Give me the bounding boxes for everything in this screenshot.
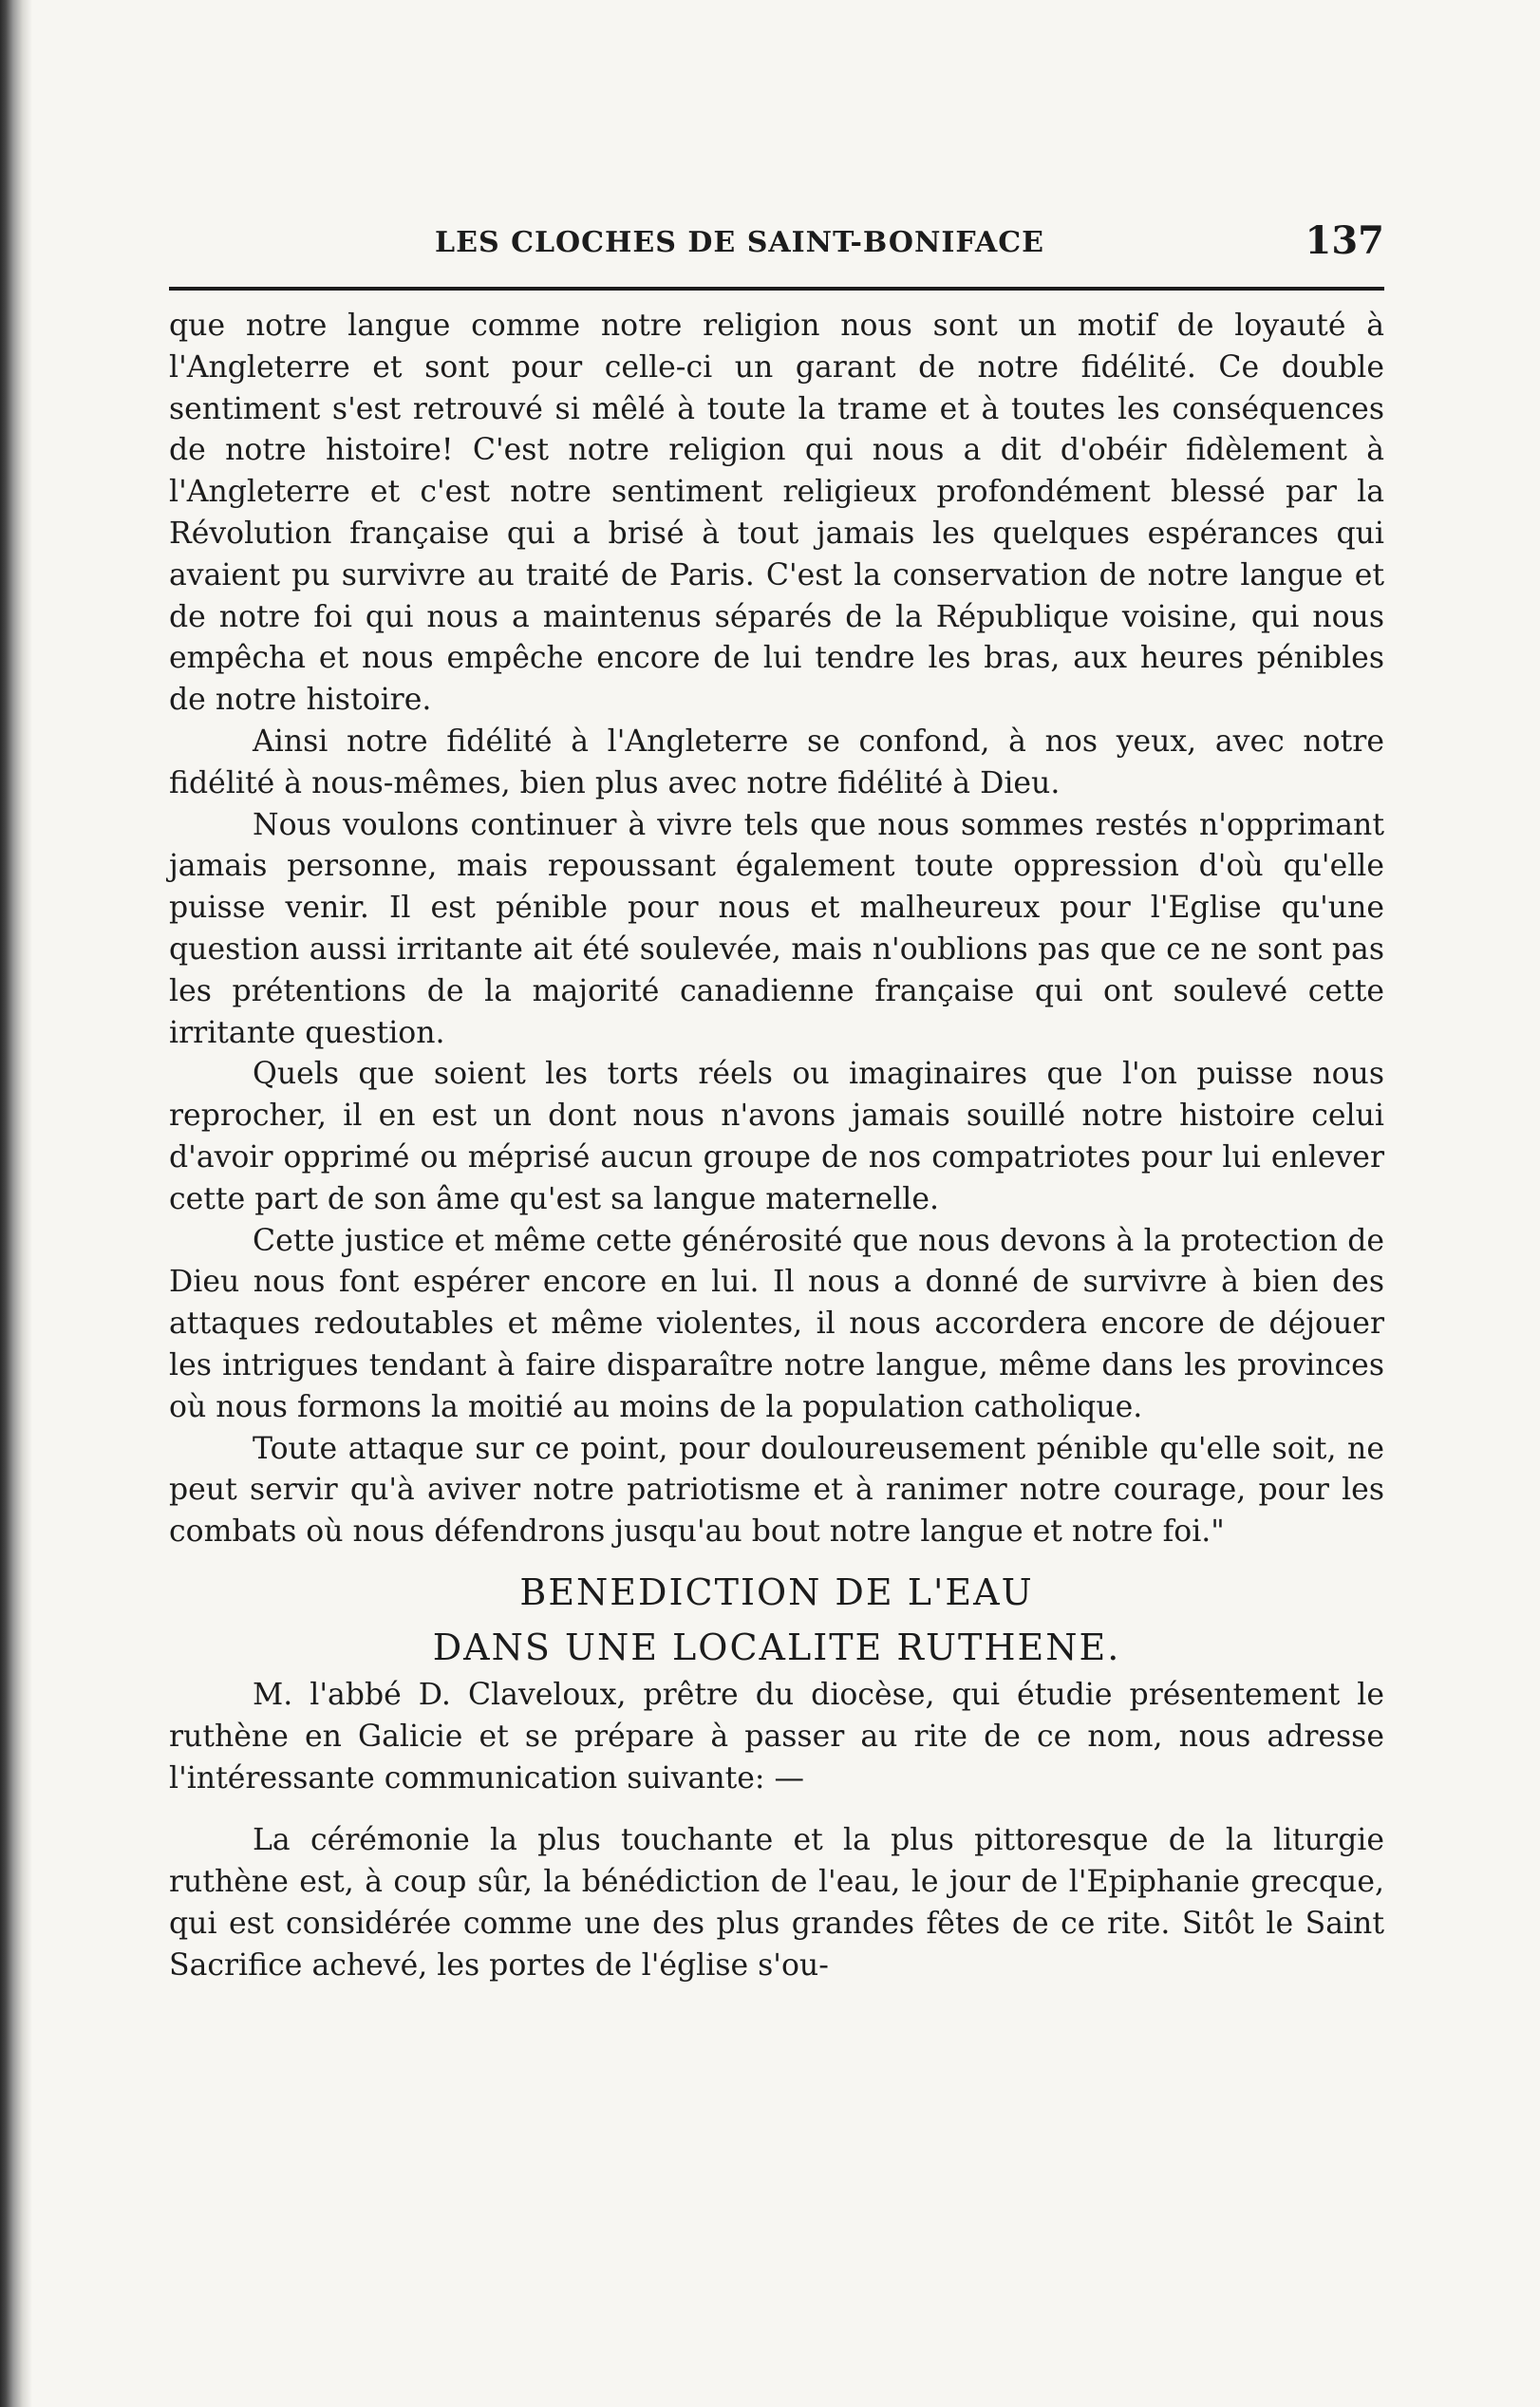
paragraph-gap <box>169 1799 1384 1820</box>
paragraph: Quels que soient les torts réels ou imaginaires que l'on puisse nous reprocher, il en est un dont nous n'avons jamais souillé notre histoire celui d'avoir opprimé ou méprisé aucun groupe de nos compatriotes pour lui enlever cette part de son âme qu'est sa langue maternelle. <box>169 1057 1384 1216</box>
paragraph-continued: que notre langue comme notre religion nous sont un motif de loyauté à l'Angleterre et sont pour celle-ci un garant de notre fidélité. Ce double sentiment s'est retrouvé si mêlé à toute la trame et à toutes les conséquences de notre histoire! C'est notre religion qui nous a dit d'obéir fidèlement à l'Angleterre et c'est notre sentiment religieux profondément blessé par la Révolution française qui a brisé à tout jamais les quelques espérances qui avaient pu survivre au traité de Paris. C'est la conservation de notre langue et de notre foi qui nous a maintenus séparés de la République voisine, qui nous empêcha et nous empêche encore de lui tendre les bras, aux heures pénibles de notre histoire. <box>169 309 1384 718</box>
section-intro: M. l'abbé D. Claveloux, prêtre du diocèse, qui étudie présentement le ruthène en Galicie et se prépare à passer au rite de ce nom, nous adresse l'intéressante communication suivante: — <box>169 1677 1384 1796</box>
running-head <box>169 218 1384 275</box>
paragraph: Ainsi notre fidélité à l'Angleterre se confond, à nos yeux, avec notre fidélité à nous-mêmes, bien plus avec notre fidélité à Dieu. <box>169 724 1384 800</box>
header-rule <box>169 287 1384 291</box>
body-text <box>169 306 1384 1986</box>
running-title: LES CLOCHES DE SAINT-BONIFACE <box>435 226 1044 259</box>
paragraph: Nous voulons continuer à vivre tels que nous sommes restés n'opprimant jamais personne, mais repoussant également toute oppression d'où qu'elle puisse venir. Il est pénible pour nous et malheureux pour l'Eglise qu'une question aussi irritante ait été soulevée, mais n'oublions pas que ce ne sont pas les prétentions de la majorité canadienne française qui ont soulevé cette irritante question. <box>169 807 1384 1050</box>
book-page <box>169 218 1384 1986</box>
section-title-line-1: BENEDICTION DE L'EAU <box>519 1570 1034 1613</box>
paragraph: Toute attaque sur ce point, pour douloureusement pénible qu'elle soit, ne peut servir qu'à aviver notre patriotisme et à ranimer notre courage, pour les combats où nous défendrons jusqu'au bout notre langue et notre foi." <box>169 1431 1384 1550</box>
binding-edge <box>0 0 32 2407</box>
section-title-line-2: DANS UNE LOCALITE RUTHENE. <box>432 1626 1121 1668</box>
page-number: 137 <box>1305 218 1384 263</box>
section-first-paragraph: La cérémonie la plus touchante et la plus pittoresque de la liturgie ruthène est, à coup sûr, la bénédiction de l'eau, le jour de l'Epiphanie grecque, qui est considérée comme une des plus grandes fêtes de ce rite. Sitôt le Saint Sacrifice achevé, les portes de l'église s'ou- <box>169 1823 1384 1983</box>
paragraph: Cette justice et même cette générosité que nous devons à la protection de Dieu nous font espérer encore en lui. Il nous a donné de survivre à bien des attaques redoutables et même violentes, il nous accordera encore de déjouer les intrigues tendant à faire disparaître notre langue, même dans les provinces où nous formons la moitié au moins de la population catholique. <box>169 1223 1384 1424</box>
